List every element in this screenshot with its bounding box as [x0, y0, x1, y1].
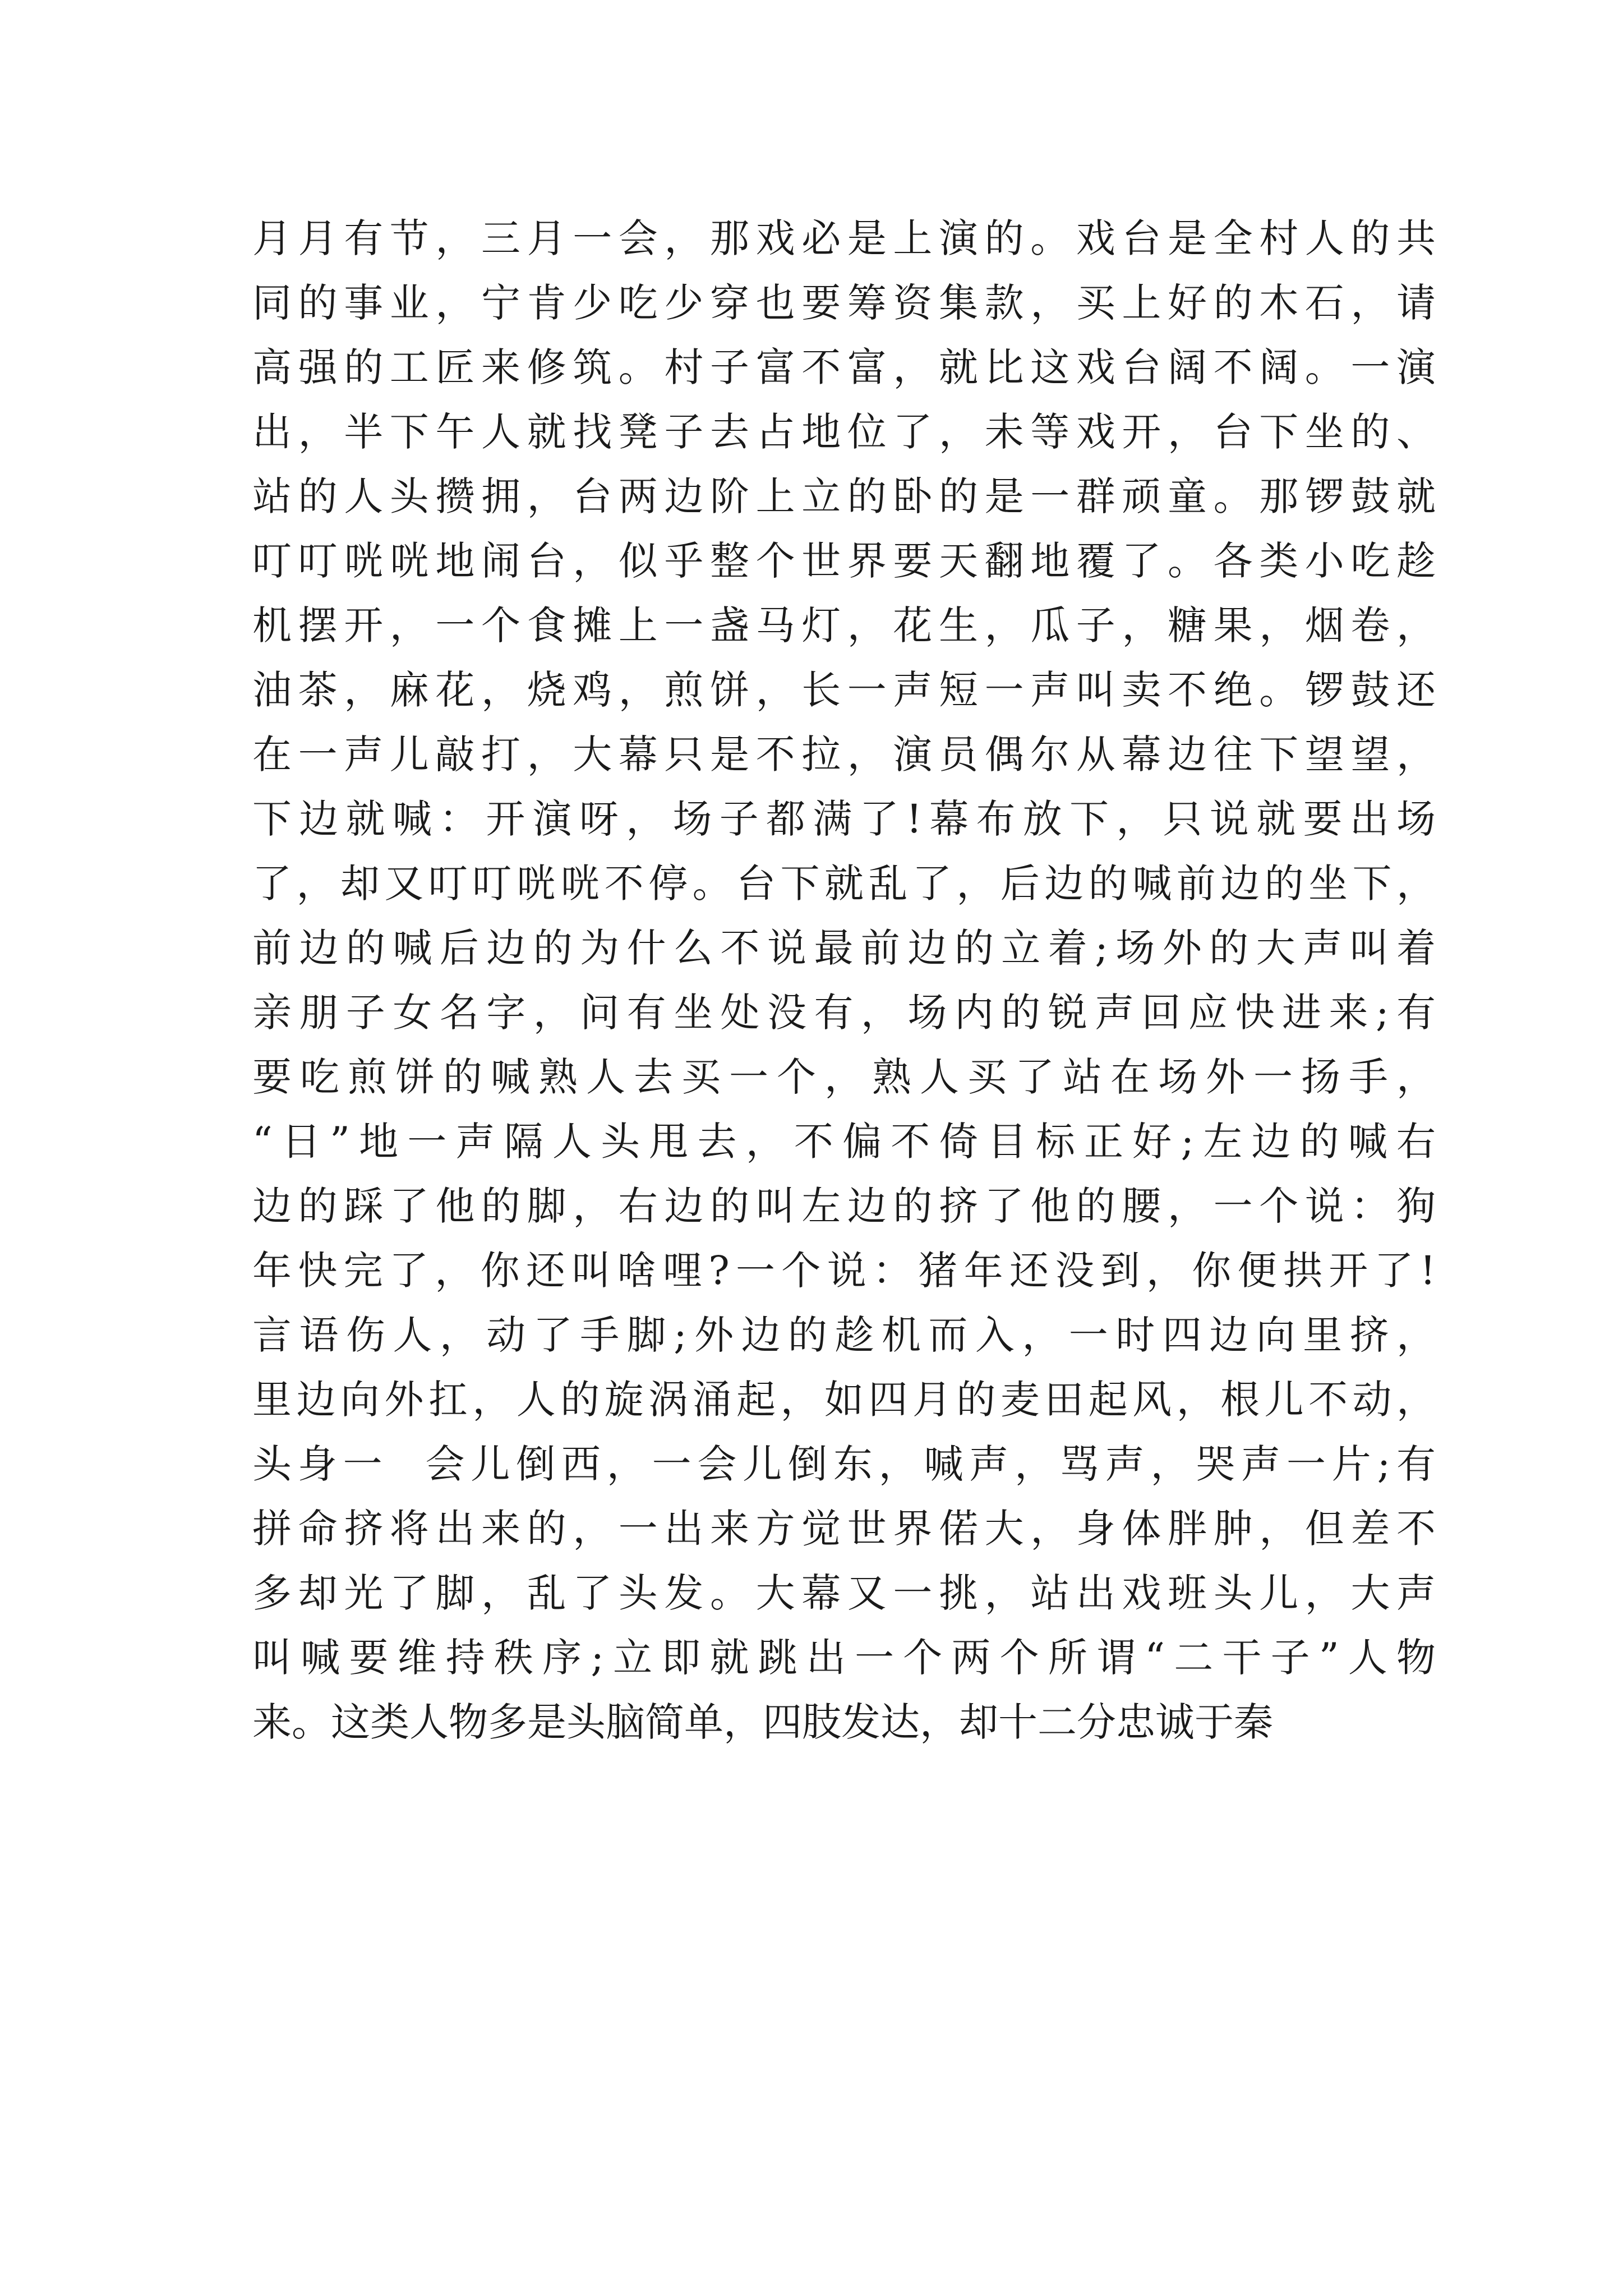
text-line: 拼命挤将出来的，一出来方觉世界偌大，身体胖肿，但差不 [252, 1506, 1436, 1552]
text-line: 了，却又叮叮咣咣不停。台下就乱了，后边的喊前边的坐下， [252, 861, 1436, 907]
text-line: 边的踩了他的脚，右边的叫左边的挤了他的腰，一个说：狗 [252, 1183, 1436, 1229]
text-line: 头身一 会儿倒西，一会儿倒东，喊声，骂声，哭声一片;有 [252, 1441, 1436, 1487]
text-line: 油茶，麻花，烧鸡，煎饼，长一声短一声叫卖不绝。锣鼓还 [252, 667, 1436, 713]
text-line: 来。这类人物多是头脑简单，四肢发达，却十二分忠诚于秦 [252, 1699, 1273, 1745]
text-line: 要吃煎饼的喊熟人去买一个，熟人买了站在场外一扬手， [252, 1054, 1436, 1100]
text-line: 高强的工匠来修筑。村子富不富，就比这戏台阔不阔。一演 [252, 344, 1436, 390]
text-line: 里边向外扛，人的旋涡涌起，如四月的麦田起风，根儿不动， [252, 1377, 1436, 1423]
text-line: 叫喊要维持秩序;立即就跳出一个两个所谓“二干子”人物 [252, 1635, 1436, 1681]
text-line: 多却光了脚，乱了头发。大幕又一挑，站出戏班头儿，大声 [252, 1570, 1436, 1616]
text-line: 下边就喊：开演呀，场子都满了!幕布放下，只说就要出场 [252, 796, 1436, 842]
text-line: 言语伤人，动了手脚;外边的趁机而入，一时四边向里挤， [252, 1312, 1436, 1358]
text-line: 出，半下午人就找凳子去占地位了，未等戏开，台下坐的、 [252, 409, 1436, 455]
text-line: 年快完了，你还叫啥哩?一个说：猪年还没到，你便拱开了! [252, 1248, 1436, 1294]
body-text [252, 206, 1436, 1755]
text-line: 叮叮咣咣地闹台，似乎整个世界要天翻地覆了。各类小吃趁 [252, 538, 1436, 584]
text-line: 月月有节，三月一会，那戏必是上演的。戏台是全村人的共 [252, 215, 1436, 261]
text-line: 在一声儿敲打，大幕只是不拉，演员偶尔从幕边往下望望， [252, 731, 1436, 777]
text-line: 同的事业，宁肯少吃少穿也要筹资集款，买上好的木石，请 [252, 280, 1436, 326]
text-line: 站的人头攒拥，台两边阶上立的卧的是一群顽童。那锣鼓就 [252, 473, 1436, 519]
text-line: 前边的喊后边的为什么不说最前边的立着;场外的大声叫着 [252, 925, 1436, 971]
text-line: “日”地一声隔人头甩去，不偏不倚目标正好;左边的喊右 [252, 1119, 1436, 1165]
text-line: 亲朋子女名字，问有坐处没有，场内的锐声回应快进来;有 [252, 990, 1436, 1036]
text-line: 机摆开，一个食摊上一盏马灯，花生，瓜子，糖果，烟卷， [252, 602, 1436, 648]
